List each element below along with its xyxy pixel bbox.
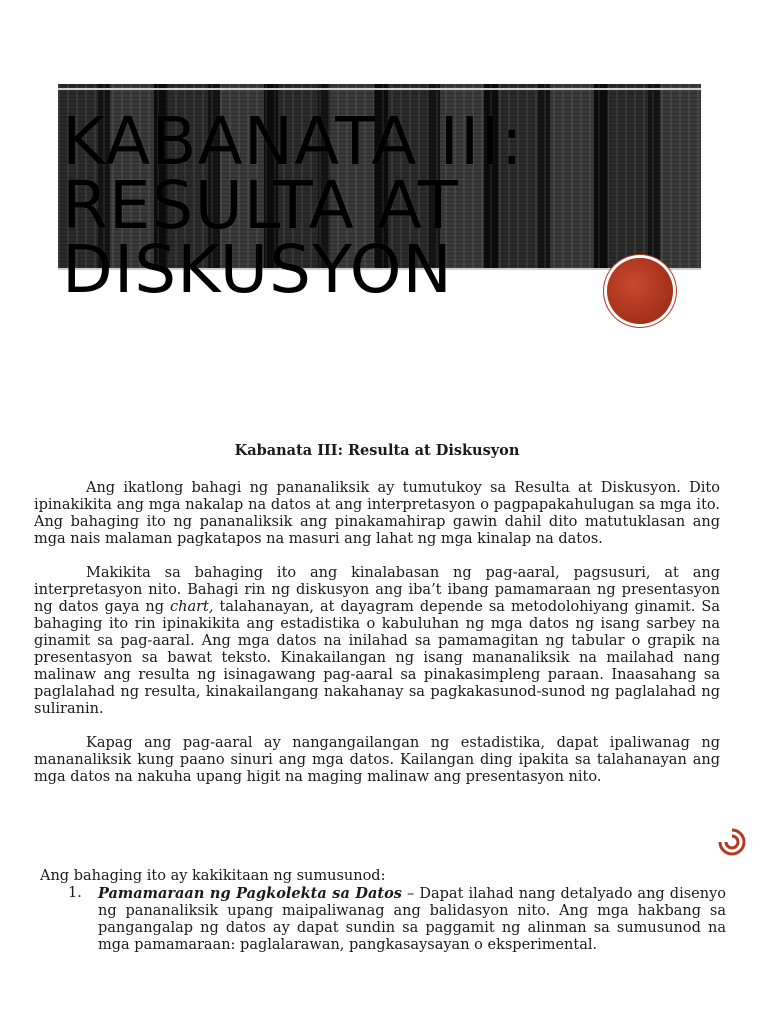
paragraph-1-text: Ang ikatlong bahagi ng pananaliksik ay tumutukoy sa Resulta at Diskusyon. Dito ipinakikita ang mga nakalap na datos at ang interpretasyon o pagpapakahulugan sa mga ito. Ang bahaging ito ng pananaliksik ang pinakamahirap gawin dahil dito matutuklasan ang mga nais malaman pagkatapos na masuri ang lahat ng mga kinalap na datos. bbox=[34, 480, 720, 547]
paragraph-1 bbox=[34, 480, 720, 548]
slide-title-line-2: RESULTA AT bbox=[62, 167, 460, 244]
list-section bbox=[40, 868, 726, 954]
paragraph-3-text: Kapag ang pag-aaral ay nangangailangan ng estadistika, dapat ipaliwanag ng mananaliksik kung paano sinuri ang mga datos. Kailangan ding ipakita sa talahanayan ang mga datos na nakuha upang higit na maging malinaw ang presentasyon nito. bbox=[34, 735, 720, 785]
paragraph-3 bbox=[34, 735, 720, 786]
paragraph-2 bbox=[34, 565, 720, 718]
document-heading: Kabanata III: Resulta at Diskusyon bbox=[234, 442, 520, 459]
arc-ornament-icon bbox=[716, 826, 748, 858]
paragraph-2-text-end: talahanayan, at dayagram depende sa metodolohiyang ginamit. Sa bahaging ito rin ipinakikita ang estadistika o kabuluhan ng mga datos ng isang sarbey na ginamit sa pag-aaral. Ang mga datos na inilahad sa pamamagitan ng tabular o grapik na presentasyon sa bawat teksto. Kinakailangan ng isang mananaliksik na mailahad nang malinaw ang resulta ng isinagawang pag-aaral sa pinakasimpleng paraan. Inaasahang sa paglalahad ng resulta, kinakailangang nakahanay sa pagkakasunod-sunod ng paglalahad ng suliranin. bbox=[34, 599, 720, 717]
list-intro: Ang bahaging ito ay kakikitaan ng sumusunod: bbox=[40, 868, 386, 884]
paragraph-2-text-start: Makikita sa bahaging ito ang kinalabasan ng pag-aaral, pagsusuri, at ang interpretasyon nito. Bahagi rin ng diskusyon ang iba’t ibang pamamaraan ng presentasyon ng datos gaya ng bbox=[34, 565, 720, 615]
list-item-number: 1. bbox=[68, 885, 82, 901]
slide-title-line-3: DISKUSYON bbox=[62, 231, 453, 308]
list-item-term: Pamamaraan ng Pagkolekta sa Datos bbox=[98, 885, 402, 902]
paragraph-2-italic-term: chart, bbox=[170, 599, 214, 615]
list-item-body bbox=[98, 885, 726, 954]
slide-title-line-1: KABANATA III: bbox=[62, 103, 525, 180]
slide-title bbox=[62, 103, 525, 308]
banner-top-rule bbox=[58, 88, 701, 90]
list-item bbox=[40, 885, 726, 954]
document-body bbox=[34, 442, 720, 803]
list-item-text: – Dapat ilahad nang detalyado ang disenyo ng pananaliksik upang maipaliwanag ang balidasyon nito. Ang mga hakbang sa pangangalap ng datos ay dapat sundin sa paggamit ng alinman sa sumusunod na mga pamamaraan: paglalarawan, pangkasaysayan o eksperimental. bbox=[98, 886, 726, 953]
orange-circle-ornament bbox=[607, 258, 673, 324]
